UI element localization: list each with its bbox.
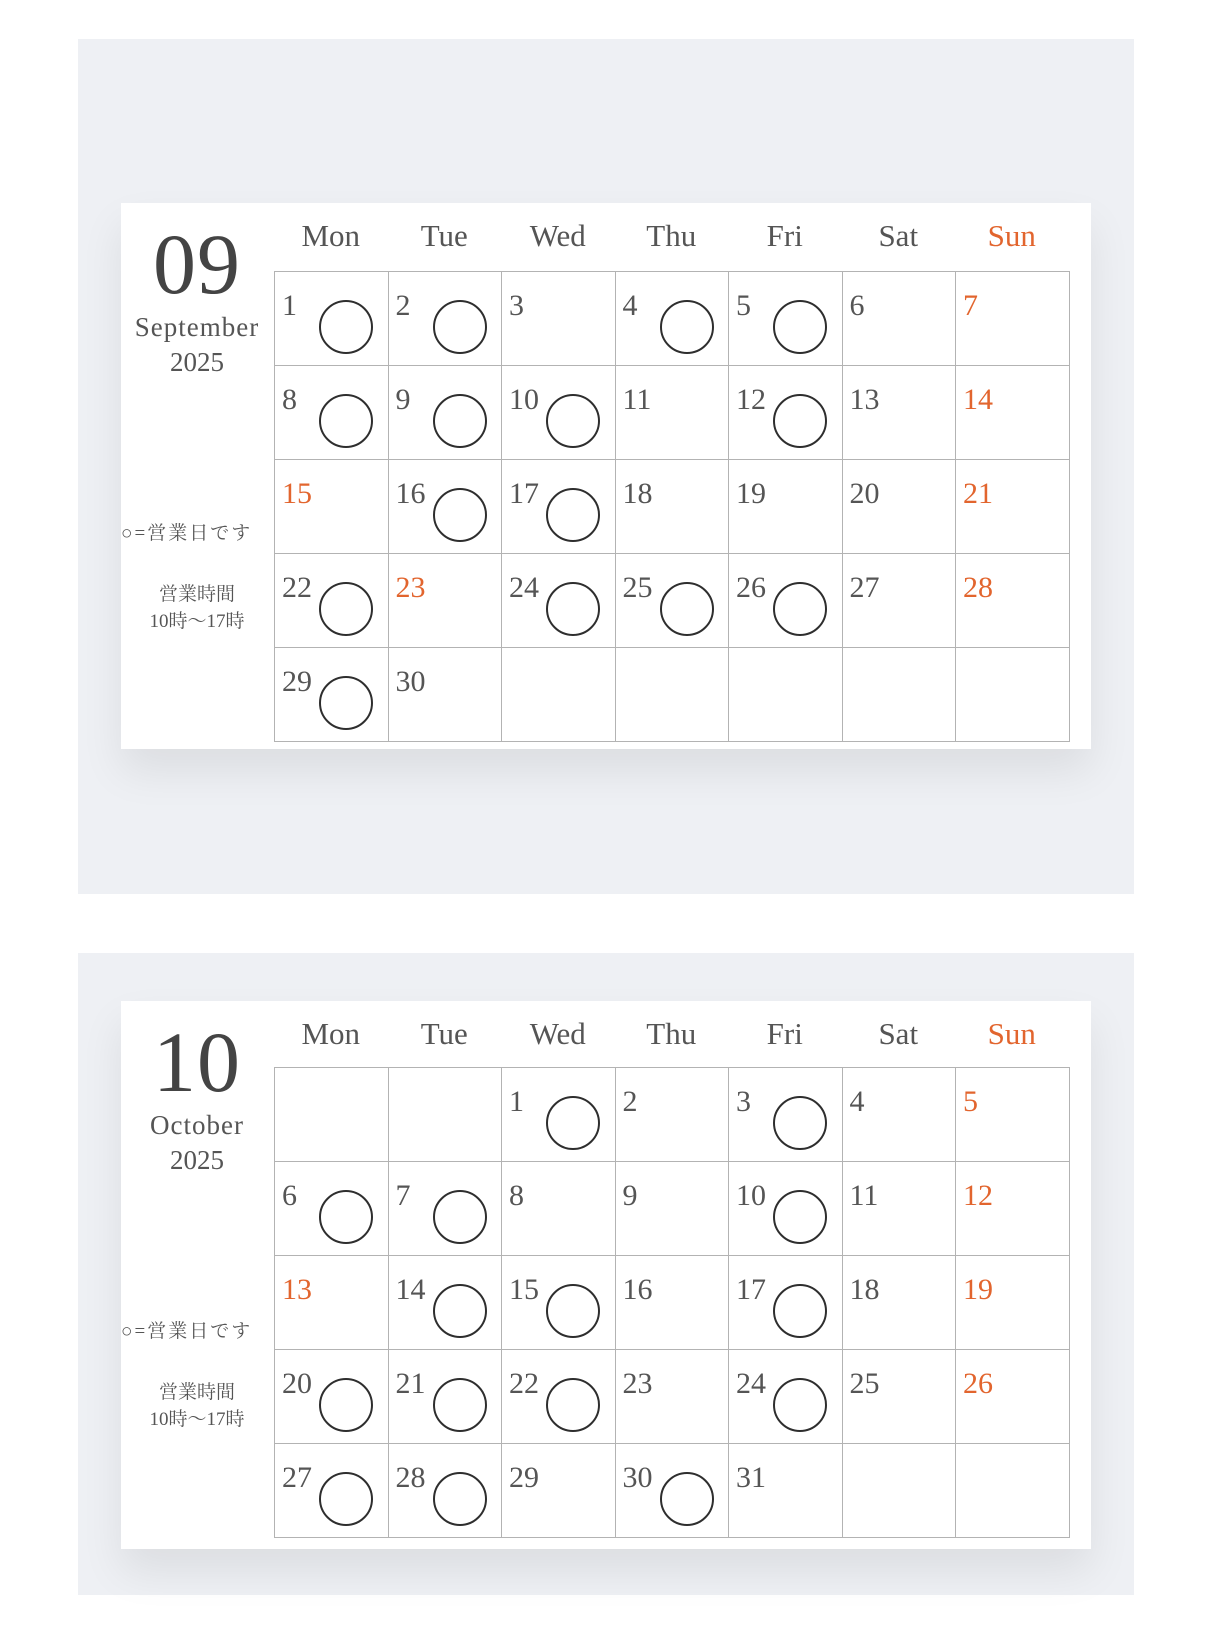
- weekday-sat: Sat: [878, 1016, 919, 1051]
- day-cell: [389, 460, 503, 554]
- month-number: 10: [153, 1014, 241, 1110]
- weekday-mon: Mon: [301, 1016, 361, 1051]
- day-number: 30: [395, 665, 426, 698]
- day-cell: [843, 272, 957, 366]
- open-day-circle-icon: [660, 1472, 714, 1526]
- empty-day-cell: [389, 1068, 503, 1162]
- open-day-circle-icon: [319, 300, 373, 354]
- day-number: 27: [849, 571, 880, 604]
- day-number: 8: [282, 383, 297, 416]
- day-number: 1: [509, 1085, 524, 1118]
- calendar-grid: [274, 271, 1070, 742]
- day-number: 18: [622, 477, 653, 510]
- day-number: 17: [736, 1273, 766, 1306]
- day-cell: [389, 554, 503, 648]
- day-number: 15: [282, 477, 312, 510]
- day-number: 16: [622, 1273, 653, 1306]
- day-number: 28: [963, 571, 993, 604]
- day-cell: [729, 272, 843, 366]
- empty-day-cell: [843, 1444, 957, 1538]
- day-number: 13: [282, 1273, 312, 1306]
- open-day-legend-icon: ○: [121, 523, 135, 544]
- day-number: 26: [963, 1367, 993, 1400]
- day-cell: [616, 272, 730, 366]
- day-number: 3: [509, 289, 524, 322]
- day-cell: [843, 1068, 957, 1162]
- open-day-circle-icon: [546, 488, 600, 542]
- day-number: 14: [963, 383, 993, 416]
- day-number: 8: [509, 1179, 524, 1212]
- day-number: 25: [849, 1367, 880, 1400]
- day-cell: [389, 1162, 503, 1256]
- weekday-header: [274, 1001, 1069, 1067]
- open-day-circle-icon: [319, 676, 373, 730]
- day-number: 21: [395, 1367, 426, 1400]
- day-cell: [389, 1444, 503, 1538]
- business-hours: [129, 581, 265, 635]
- day-cell: [389, 1256, 503, 1350]
- day-cell: [616, 1162, 730, 1256]
- day-number: 2: [622, 1085, 638, 1118]
- day-cell: [729, 460, 843, 554]
- day-cell: [729, 1162, 843, 1256]
- day-cell: [275, 1444, 389, 1538]
- open-day-circle-icon: [319, 394, 373, 448]
- legend-text: =営業日です: [134, 523, 253, 544]
- open-day-circle-icon: [546, 1284, 600, 1338]
- day-number: 27: [282, 1461, 312, 1494]
- empty-day-cell: [502, 648, 616, 742]
- open-day-circle-icon: [433, 488, 487, 542]
- day-cell: [389, 272, 503, 366]
- day-number: 10: [509, 383, 539, 416]
- day-cell: [275, 1162, 389, 1256]
- month-year: 2025: [170, 347, 224, 377]
- day-cell: [502, 1256, 616, 1350]
- day-number: 12: [963, 1179, 993, 1212]
- hours-value: 10時～17時: [149, 1409, 245, 1430]
- empty-day-cell: [729, 648, 843, 742]
- day-cell: [729, 1256, 843, 1350]
- day-number: 15: [509, 1273, 539, 1306]
- day-number: 23: [395, 571, 426, 604]
- legend: [121, 1316, 273, 1343]
- day-cell: [389, 366, 503, 460]
- september-calendar-card: [121, 203, 1091, 749]
- day-number: 20: [282, 1367, 312, 1400]
- day-cell: [956, 366, 1070, 460]
- day-number: 4: [622, 289, 638, 322]
- day-cell: [502, 460, 616, 554]
- day-cell: [843, 366, 957, 460]
- day-cell: [616, 1256, 730, 1350]
- day-number: 6: [282, 1179, 297, 1212]
- day-cell: [275, 460, 389, 554]
- business-hours: [129, 1379, 265, 1433]
- day-cell: [956, 554, 1070, 648]
- weekday-sat: Sat: [878, 218, 919, 253]
- day-cell: [729, 554, 843, 648]
- day-cell: [843, 1256, 957, 1350]
- day-cell: [843, 460, 957, 554]
- day-cell: [956, 1350, 1070, 1444]
- weekday-thu: Thu: [646, 1016, 697, 1051]
- legend: [121, 518, 273, 545]
- day-number: 10: [736, 1179, 766, 1212]
- hours-value: 10時～17時: [149, 611, 245, 632]
- day-number: 29: [509, 1461, 539, 1494]
- day-number: 17: [509, 477, 539, 510]
- open-day-circle-icon: [433, 1472, 487, 1526]
- day-cell: [729, 1350, 843, 1444]
- day-cell: [843, 1350, 957, 1444]
- weekday-header: [274, 203, 1069, 269]
- open-day-circle-icon: [773, 394, 827, 448]
- weekday-wed: Wed: [529, 218, 586, 253]
- open-day-circle-icon: [773, 1096, 827, 1150]
- day-cell: [502, 1444, 616, 1538]
- day-number: 14: [395, 1273, 426, 1306]
- weekday-thu: Thu: [646, 218, 697, 253]
- open-day-circle-icon: [433, 300, 487, 354]
- day-cell: [275, 554, 389, 648]
- open-day-circle-icon: [433, 1284, 487, 1338]
- day-number: 19: [736, 477, 766, 510]
- day-cell: [616, 554, 730, 648]
- month-year: 2025: [170, 1145, 224, 1175]
- open-day-circle-icon: [773, 1378, 827, 1432]
- day-cell: [502, 366, 616, 460]
- day-cell: [502, 554, 616, 648]
- day-cell: [616, 460, 730, 554]
- day-cell: [729, 1068, 843, 1162]
- day-number: 5: [963, 1085, 978, 1118]
- open-day-circle-icon: [319, 1378, 373, 1432]
- open-day-circle-icon: [773, 300, 827, 354]
- hours-label: 営業時間: [158, 584, 235, 605]
- open-day-circle-icon: [773, 1190, 827, 1244]
- day-cell: [616, 1068, 730, 1162]
- open-day-circle-icon: [433, 1378, 487, 1432]
- day-number: 25: [622, 571, 653, 604]
- month-name: October: [150, 1110, 244, 1140]
- open-day-circle-icon: [319, 1472, 373, 1526]
- day-cell: [275, 366, 389, 460]
- day-cell: [729, 1444, 843, 1538]
- open-day-circle-icon: [773, 582, 827, 636]
- day-number: 13: [849, 383, 880, 416]
- empty-day-cell: [843, 648, 957, 742]
- day-number: 12: [736, 383, 766, 416]
- day-cell: [275, 1256, 389, 1350]
- hours-label: 営業時間: [158, 1382, 235, 1403]
- weekday-fri: Fri: [766, 1016, 803, 1051]
- day-cell: [956, 1162, 1070, 1256]
- day-number: 19: [963, 1273, 993, 1306]
- day-number: 9: [395, 383, 411, 416]
- day-number: 7: [963, 289, 978, 322]
- day-cell: [729, 366, 843, 460]
- day-cell: [389, 1350, 503, 1444]
- empty-day-cell: [956, 648, 1070, 742]
- day-number: 22: [282, 571, 312, 604]
- day-number: 11: [622, 383, 652, 416]
- day-number: 4: [849, 1085, 865, 1118]
- day-cell: [275, 272, 389, 366]
- day-cell: [502, 272, 616, 366]
- weekday-mon: Mon: [301, 218, 361, 253]
- day-number: 9: [622, 1179, 638, 1212]
- october-calendar-card: [121, 1001, 1091, 1549]
- day-number: 29: [282, 665, 312, 698]
- empty-day-cell: [616, 648, 730, 742]
- day-number: 1: [282, 289, 297, 322]
- day-number: 3: [736, 1085, 751, 1118]
- day-number: 18: [849, 1273, 880, 1306]
- day-cell: [616, 1444, 730, 1538]
- open-day-circle-icon: [319, 1190, 373, 1244]
- day-cell: [843, 554, 957, 648]
- day-number: 16: [395, 477, 426, 510]
- open-day-legend-icon: ○: [121, 1321, 135, 1342]
- open-day-circle-icon: [773, 1284, 827, 1338]
- day-cell: [502, 1162, 616, 1256]
- day-number: 2: [395, 289, 411, 322]
- day-cell: [275, 1350, 389, 1444]
- open-day-circle-icon: [546, 582, 600, 636]
- day-number: 26: [736, 571, 766, 604]
- open-day-circle-icon: [546, 394, 600, 448]
- calendar-grid: [274, 1067, 1070, 1538]
- day-number: 22: [509, 1367, 539, 1400]
- open-day-circle-icon: [660, 300, 714, 354]
- day-number: 7: [395, 1179, 411, 1212]
- open-day-circle-icon: [546, 1096, 600, 1150]
- weekday-fri: Fri: [766, 218, 803, 253]
- day-cell: [389, 648, 503, 742]
- day-cell: [502, 1350, 616, 1444]
- day-number: 21: [963, 477, 993, 510]
- open-day-circle-icon: [319, 582, 373, 636]
- day-number: 5: [736, 289, 751, 322]
- day-cell: [843, 1162, 957, 1256]
- open-day-circle-icon: [660, 582, 714, 636]
- day-number: 31: [736, 1461, 766, 1494]
- day-number: 28: [395, 1461, 426, 1494]
- day-cell: [956, 1068, 1070, 1162]
- empty-day-cell: [275, 1068, 389, 1162]
- day-number: 11: [849, 1179, 879, 1212]
- day-number: 20: [849, 477, 880, 510]
- day-number: 23: [622, 1367, 653, 1400]
- day-cell: [502, 1068, 616, 1162]
- day-cell: [616, 366, 730, 460]
- day-cell: [616, 1350, 730, 1444]
- month-name: September: [134, 312, 260, 342]
- day-cell: [956, 272, 1070, 366]
- month-number: 09: [153, 216, 241, 312]
- weekday-sun: Sun: [987, 218, 1036, 253]
- weekday-wed: Wed: [529, 1016, 586, 1051]
- empty-day-cell: [956, 1444, 1070, 1538]
- legend-text: =営業日です: [134, 1321, 253, 1342]
- weekday-tue: Tue: [420, 218, 468, 253]
- day-number: 24: [736, 1367, 766, 1400]
- open-day-circle-icon: [433, 1190, 487, 1244]
- open-day-circle-icon: [546, 1378, 600, 1432]
- weekday-sun: Sun: [987, 1016, 1036, 1051]
- day-number: 24: [509, 571, 539, 604]
- day-cell: [956, 1256, 1070, 1350]
- weekday-tue: Tue: [420, 1016, 468, 1051]
- open-day-circle-icon: [433, 394, 487, 448]
- day-cell: [275, 648, 389, 742]
- day-number: 6: [849, 289, 865, 322]
- day-cell: [956, 460, 1070, 554]
- day-number: 30: [622, 1461, 653, 1494]
